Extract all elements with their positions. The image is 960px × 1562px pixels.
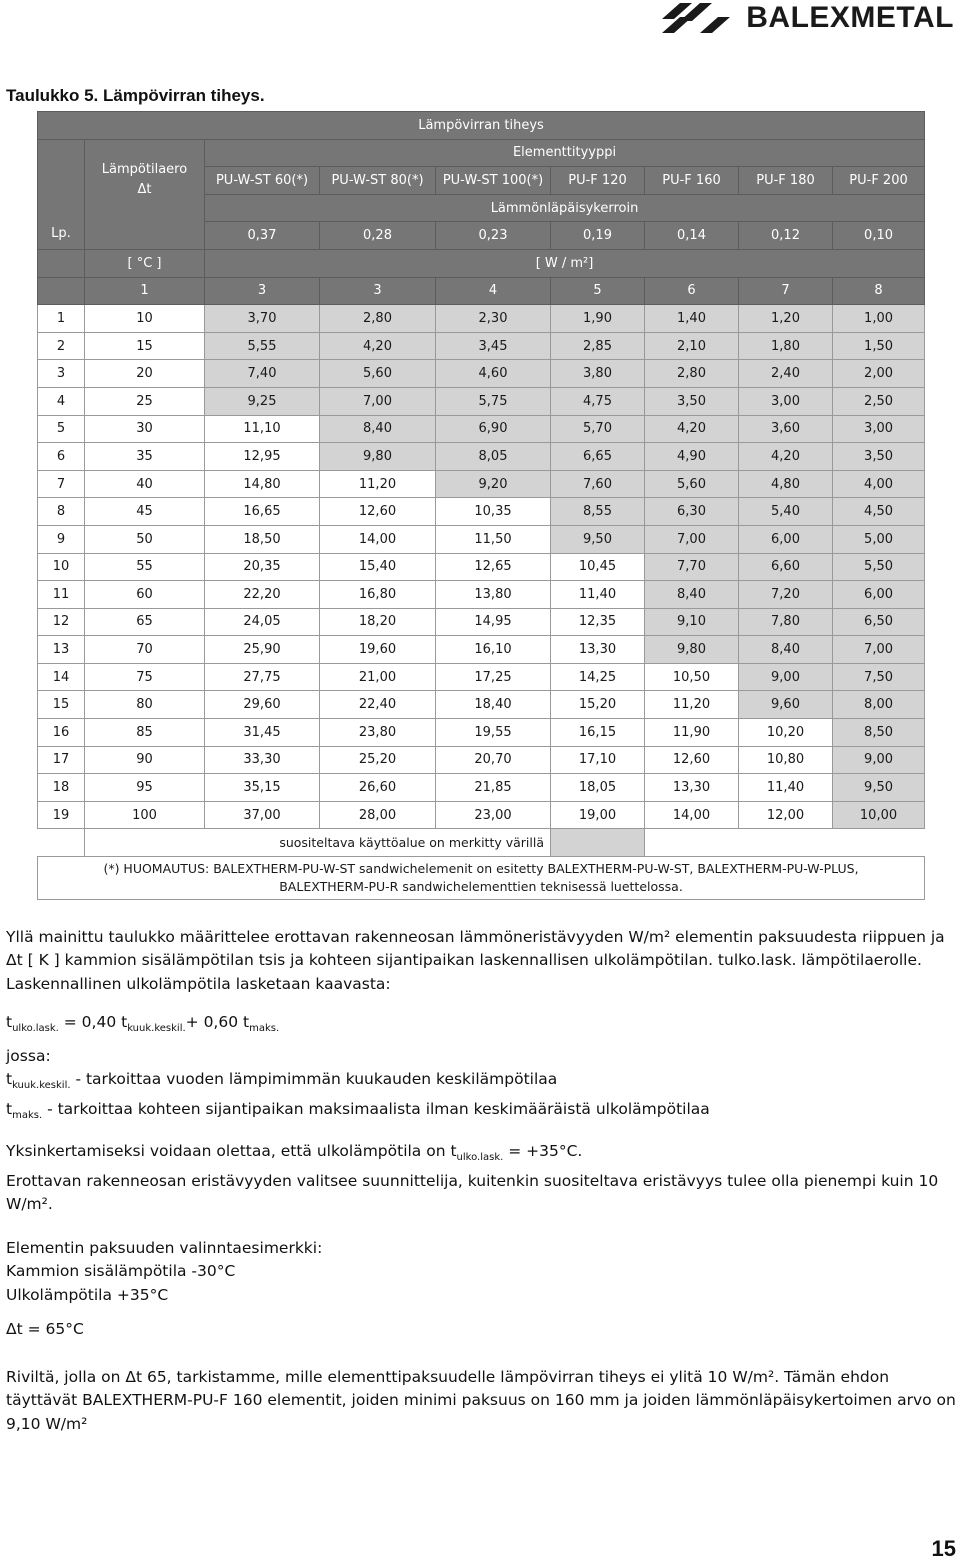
flux-value: 18,20 — [320, 608, 436, 636]
flux-value: 31,45 — [205, 719, 320, 747]
flux-value: 12,60 — [645, 746, 739, 774]
u-value-header: Lämmönläpäisykerroin — [205, 194, 925, 222]
legend-spacer — [38, 829, 85, 857]
flux-value: 8,55 — [551, 498, 645, 526]
flux-value: 14,25 — [551, 663, 645, 691]
flux-value: 3,00 — [739, 387, 833, 415]
suggestion-legend: suositeltava käyttöalue on merkitty värillä — [85, 829, 551, 857]
flux-value: 11,50 — [436, 525, 551, 553]
flux-value: 23,00 — [436, 801, 551, 829]
flux-value: 7,80 — [739, 608, 833, 636]
flux-value: 9,25 — [205, 387, 320, 415]
heat-flux-table — [37, 111, 925, 900]
flux-value: 11,40 — [551, 581, 645, 609]
element-type-5: PU-F 160 — [645, 167, 739, 195]
flux-value: 3,70 — [205, 305, 320, 333]
row-index: 19 — [38, 801, 85, 829]
temp-diff-value: 80 — [85, 691, 205, 719]
flux-value: 6,30 — [645, 498, 739, 526]
row-index: 13 — [38, 636, 85, 664]
flux-value: 10,50 — [645, 663, 739, 691]
flux-value: 10,00 — [833, 801, 925, 829]
element-type-4: PU-F 120 — [551, 167, 645, 195]
u-value-2: 0,28 — [320, 222, 436, 250]
table-caption: Taulukko 5. Lämpövirran tiheys. — [6, 86, 265, 105]
row-index: 9 — [38, 525, 85, 553]
flux-value: 14,00 — [320, 525, 436, 553]
column-number-3: 3 — [320, 277, 436, 305]
column-number-5: 5 — [551, 277, 645, 305]
flux-value: 7,00 — [833, 636, 925, 664]
conclusion-paragraph: Riviltä, jolla on Δt 65, tarkistamme, mille elementtipaksuudelle lämpövirran tiheys ei ylitä 10 W/m². Tämän ehdon täyttävät BALEXTHERM-PU-F 160 elementit, joiden minimi paksuus on 160 mm ja joiden lämmönläpäisykertoimen arvo on 9,10 W/m² — [6, 1368, 956, 1433]
u-value-4: 0,19 — [551, 222, 645, 250]
flux-value: 5,60 — [320, 360, 436, 388]
row-index: 1 — [38, 305, 85, 333]
col-number-blank — [38, 277, 85, 305]
flux-value: 11,10 — [205, 415, 320, 443]
temp-diff-value: 10 — [85, 305, 205, 333]
flux-value: 25,20 — [320, 746, 436, 774]
flux-value: 22,20 — [205, 581, 320, 609]
flux-value: 8,00 — [833, 691, 925, 719]
u-value-5: 0,14 — [645, 222, 739, 250]
flux-value: 10,45 — [551, 553, 645, 581]
flux-value: 21,00 — [320, 663, 436, 691]
flux-value: 1,50 — [833, 332, 925, 360]
flux-value: 9,50 — [551, 525, 645, 553]
table-row — [38, 360, 925, 388]
brand-name: BALEXMETAL — [746, 1, 954, 34]
flux-value: 12,60 — [320, 498, 436, 526]
flux-value: 18,40 — [436, 691, 551, 719]
flux-value: 2,80 — [645, 360, 739, 388]
flux-value: 17,10 — [551, 746, 645, 774]
flux-value: 27,75 — [205, 663, 320, 691]
flux-value: 4,00 — [833, 470, 925, 498]
explanation-paragraph: Yllä mainittu taulukko määrittelee erottavan rakenneosan lämmöneristävyyden W/m² elementin paksuudesta riippuen ja Δt [ K ] kammion sisälämpötilan tsis ja kohteen sijantipaikan laskennallisen ulkolämpötilan. tulko.lask. lämpötilaerolle. Laskennallinen ulkolämpötila lasketaan kaavasta: — [6, 928, 945, 993]
flux-value: 5,60 — [645, 470, 739, 498]
flux-value: 24,05 — [205, 608, 320, 636]
table-row — [38, 470, 925, 498]
flux-value: 19,60 — [320, 636, 436, 664]
table-row — [38, 553, 925, 581]
flux-value: 11,20 — [645, 691, 739, 719]
flux-value: 10,20 — [739, 719, 833, 747]
flux-value: 9,00 — [833, 746, 925, 774]
flux-value: 9,80 — [320, 443, 436, 471]
flux-value: 2,00 — [833, 360, 925, 388]
flux-value: 22,40 — [320, 691, 436, 719]
row-index: 12 — [38, 608, 85, 636]
flux-value: 4,75 — [551, 387, 645, 415]
flux-value: 9,60 — [739, 691, 833, 719]
flux-value: 5,55 — [205, 332, 320, 360]
flux-value: 2,80 — [320, 305, 436, 333]
temp-diff-value: 25 — [85, 387, 205, 415]
flux-value: 4,90 — [645, 443, 739, 471]
flux-value: 8,40 — [320, 415, 436, 443]
row-index: 2 — [38, 332, 85, 360]
brand-logo — [660, 0, 954, 36]
element-type-6: PU-F 180 — [739, 167, 833, 195]
temp-diff-value: 45 — [85, 498, 205, 526]
flux-value: 23,80 — [320, 719, 436, 747]
column-number-2: 3 — [205, 277, 320, 305]
flux-value: 8,50 — [833, 719, 925, 747]
flux-value: 12,35 — [551, 608, 645, 636]
table-row — [38, 719, 925, 747]
temp-diff-value: 35 — [85, 443, 205, 471]
flux-value: 9,20 — [436, 470, 551, 498]
flux-value: 7,60 — [551, 470, 645, 498]
u-value-3: 0,23 — [436, 222, 551, 250]
unit-flux: [ W / m²] — [205, 249, 925, 277]
temp-diff-value: 75 — [85, 663, 205, 691]
table-row — [38, 305, 925, 333]
flux-value: 14,00 — [645, 801, 739, 829]
element-type-3: PU-W-ST 100(*) — [436, 167, 551, 195]
flux-value: 2,40 — [739, 360, 833, 388]
row-index: 11 — [38, 581, 85, 609]
flux-value: 5,75 — [436, 387, 551, 415]
temp-diff-value: 85 — [85, 719, 205, 747]
flux-value: 13,30 — [551, 636, 645, 664]
flux-value: 7,50 — [833, 663, 925, 691]
row-index: 4 — [38, 387, 85, 415]
temp-diff-value: 20 — [85, 360, 205, 388]
flux-value: 19,55 — [436, 719, 551, 747]
row-index: 6 — [38, 443, 85, 471]
column-number-8: 8 — [833, 277, 925, 305]
u-value-6: 0,12 — [739, 222, 833, 250]
flux-value: 14,80 — [205, 470, 320, 498]
table-row — [38, 498, 925, 526]
flux-value: 4,80 — [739, 470, 833, 498]
flux-value: 1,00 — [833, 305, 925, 333]
flux-value: 11,40 — [739, 774, 833, 802]
lp-header: Lp. — [38, 139, 85, 249]
flux-value: 3,50 — [645, 387, 739, 415]
table-row — [38, 581, 925, 609]
flux-value: 3,00 — [833, 415, 925, 443]
element-type-header: Elementtityyppi — [205, 139, 925, 167]
flux-value: 8,40 — [645, 581, 739, 609]
temp-diff-value: 95 — [85, 774, 205, 802]
flux-value: 35,15 — [205, 774, 320, 802]
row-index: 15 — [38, 691, 85, 719]
flux-value: 3,45 — [436, 332, 551, 360]
u-value-7: 0,10 — [833, 222, 925, 250]
table-row — [38, 525, 925, 553]
row-index: 14 — [38, 663, 85, 691]
temp-diff-value: 100 — [85, 801, 205, 829]
flux-value: 20,70 — [436, 746, 551, 774]
flux-value: 16,15 — [551, 719, 645, 747]
flux-value: 3,60 — [739, 415, 833, 443]
temp-diff-value: 60 — [85, 581, 205, 609]
temp-diff-value: 40 — [85, 470, 205, 498]
temp-diff-value: 15 — [85, 332, 205, 360]
flux-value: 8,40 — [739, 636, 833, 664]
flux-value: 11,20 — [320, 470, 436, 498]
table-row — [38, 608, 925, 636]
element-type-2: PU-W-ST 80(*) — [320, 167, 436, 195]
row-index: 5 — [38, 415, 85, 443]
flux-value: 6,65 — [551, 443, 645, 471]
temp-diff-header: Lämpötilaero Δt — [85, 139, 205, 249]
table-row — [38, 636, 925, 664]
flux-value: 8,05 — [436, 443, 551, 471]
flux-value: 9,00 — [739, 663, 833, 691]
column-number-6: 6 — [645, 277, 739, 305]
flux-value: 3,80 — [551, 360, 645, 388]
flux-value: 3,50 — [833, 443, 925, 471]
flux-value: 1,90 — [551, 305, 645, 333]
flux-value: 14,95 — [436, 608, 551, 636]
flux-value: 7,20 — [739, 581, 833, 609]
temp-diff-value: 65 — [85, 608, 205, 636]
flux-value: 9,80 — [645, 636, 739, 664]
flux-value: 13,30 — [645, 774, 739, 802]
flux-value: 1,20 — [739, 305, 833, 333]
row-index: 16 — [38, 719, 85, 747]
flux-value: 5,40 — [739, 498, 833, 526]
flux-value: 2,30 — [436, 305, 551, 333]
flux-value: 29,60 — [205, 691, 320, 719]
legend-swatch — [551, 829, 645, 857]
balexmetal-mark-icon — [660, 1, 740, 35]
flux-value: 16,10 — [436, 636, 551, 664]
page-number: 15 — [931, 1536, 956, 1561]
flux-value: 18,05 — [551, 774, 645, 802]
flux-value: 15,20 — [551, 691, 645, 719]
table-row — [38, 801, 925, 829]
formula: $t_{ulko.lask.} = 0,40$ $t_{kuuk.keskil.}+ 0,60$ $t_{maks.}$ — [6, 1013, 280, 1035]
footnote: (*) HUOMAUTUS: BALEXTHERM-PU-W-ST sandwichelemenit on esitetty BALEXTHERM-PU-W-ST, BALEXTHERM-PU-W-PLUS, BALEXTHERM-PU-R sandwichelementtien teknisessä luettelossa. — [38, 857, 925, 900]
flux-value: 7,70 — [645, 553, 739, 581]
table-row — [38, 774, 925, 802]
table-row — [38, 746, 925, 774]
row-index: 7 — [38, 470, 85, 498]
flux-value: 1,80 — [739, 332, 833, 360]
flux-value: 11,90 — [645, 719, 739, 747]
flux-value: 13,80 — [436, 581, 551, 609]
flux-value: 2,50 — [833, 387, 925, 415]
flux-value: 7,00 — [320, 387, 436, 415]
flux-value: 1,40 — [645, 305, 739, 333]
flux-value: 26,60 — [320, 774, 436, 802]
row-index: 8 — [38, 498, 85, 526]
flux-value: 18,50 — [205, 525, 320, 553]
table-row — [38, 691, 925, 719]
flux-value: 4,50 — [833, 498, 925, 526]
flux-value: 5,70 — [551, 415, 645, 443]
flux-value: 6,50 — [833, 608, 925, 636]
table-title: Lämpövirran tiheys — [38, 112, 925, 140]
flux-value: 10,35 — [436, 498, 551, 526]
flux-value: 6,00 — [739, 525, 833, 553]
flux-value: 12,95 — [205, 443, 320, 471]
flux-value: 6,00 — [833, 581, 925, 609]
flux-value: 16,80 — [320, 581, 436, 609]
table-row — [38, 387, 925, 415]
temp-diff-value: 55 — [85, 553, 205, 581]
flux-value: 2,10 — [645, 332, 739, 360]
flux-value: 20,35 — [205, 553, 320, 581]
unit-temp: [ °C ] — [85, 249, 205, 277]
temp-diff-value: 90 — [85, 746, 205, 774]
flux-value: 17,25 — [436, 663, 551, 691]
flux-value: 28,00 — [320, 801, 436, 829]
flux-value: 16,65 — [205, 498, 320, 526]
table-row — [38, 443, 925, 471]
column-number-7: 7 — [739, 277, 833, 305]
row-index: 10 — [38, 553, 85, 581]
flux-value: 4,20 — [645, 415, 739, 443]
flux-value: 7,40 — [205, 360, 320, 388]
flux-value: 12,65 — [436, 553, 551, 581]
flux-value: 4,60 — [436, 360, 551, 388]
flux-value: 19,00 — [551, 801, 645, 829]
flux-value: 4,20 — [739, 443, 833, 471]
example: Elementin paksuuden valinntaesimerkki: Kammion sisälämpötila -30°C Ulkolämpötila +35°C — [6, 1239, 323, 1304]
simplification: Yksinkertamiseksi voidaan olettaa, että ulkolämpötila on $t_{ulko.lask.} = +35^\circ C$. Erottavan rakenneosan eristävyyden valitsee suunnittelija, kuitenkin suositeltava eristävyys tulee olla pienempi kuin 10 W/m². — [6, 1142, 939, 1213]
column-number-4: 4 — [436, 277, 551, 305]
legend-spacer-right — [645, 829, 925, 857]
temp-diff-value: 50 — [85, 525, 205, 553]
flux-value: 4,20 — [320, 332, 436, 360]
flux-value: 2,85 — [551, 332, 645, 360]
flux-value: 12,00 — [739, 801, 833, 829]
temp-diff-value: 30 — [85, 415, 205, 443]
flux-value: 15,40 — [320, 553, 436, 581]
flux-value: 5,00 — [833, 525, 925, 553]
table-row — [38, 332, 925, 360]
column-number-1: 1 — [85, 277, 205, 305]
row-index: 17 — [38, 746, 85, 774]
flux-value: 37,00 — [205, 801, 320, 829]
flux-value: 6,60 — [739, 553, 833, 581]
flux-value: 6,90 — [436, 415, 551, 443]
flux-value: 9,50 — [833, 774, 925, 802]
table-row — [38, 663, 925, 691]
u-value-1: 0,37 — [205, 222, 320, 250]
unit-blank — [38, 249, 85, 277]
flux-value: 10,80 — [739, 746, 833, 774]
row-index: 18 — [38, 774, 85, 802]
row-index: 3 — [38, 360, 85, 388]
flux-value: 5,50 — [833, 553, 925, 581]
flux-value: 33,30 — [205, 746, 320, 774]
table-row — [38, 415, 925, 443]
flux-value: 9,10 — [645, 608, 739, 636]
temp-diff-value: 70 — [85, 636, 205, 664]
flux-value: 7,00 — [645, 525, 739, 553]
element-type-7: PU-F 200 — [833, 167, 925, 195]
element-type-1: PU-W-ST 60(*) — [205, 167, 320, 195]
definitions: jossa: $t_{kuuk.keskil.}$ - tarkoittaa vuoden lämpimimmän kuukauden keskilämpötilaa $t_{maks.}$ - tarkoittaa kohteen sijantipaikan maksimaalista ilman keskimääräistä ulkolämpötilaa — [6, 1047, 710, 1121]
flux-value: 25,90 — [205, 636, 320, 664]
delta-t-line: Δt = 65°C — [6, 1320, 84, 1338]
flux-value: 21,85 — [436, 774, 551, 802]
